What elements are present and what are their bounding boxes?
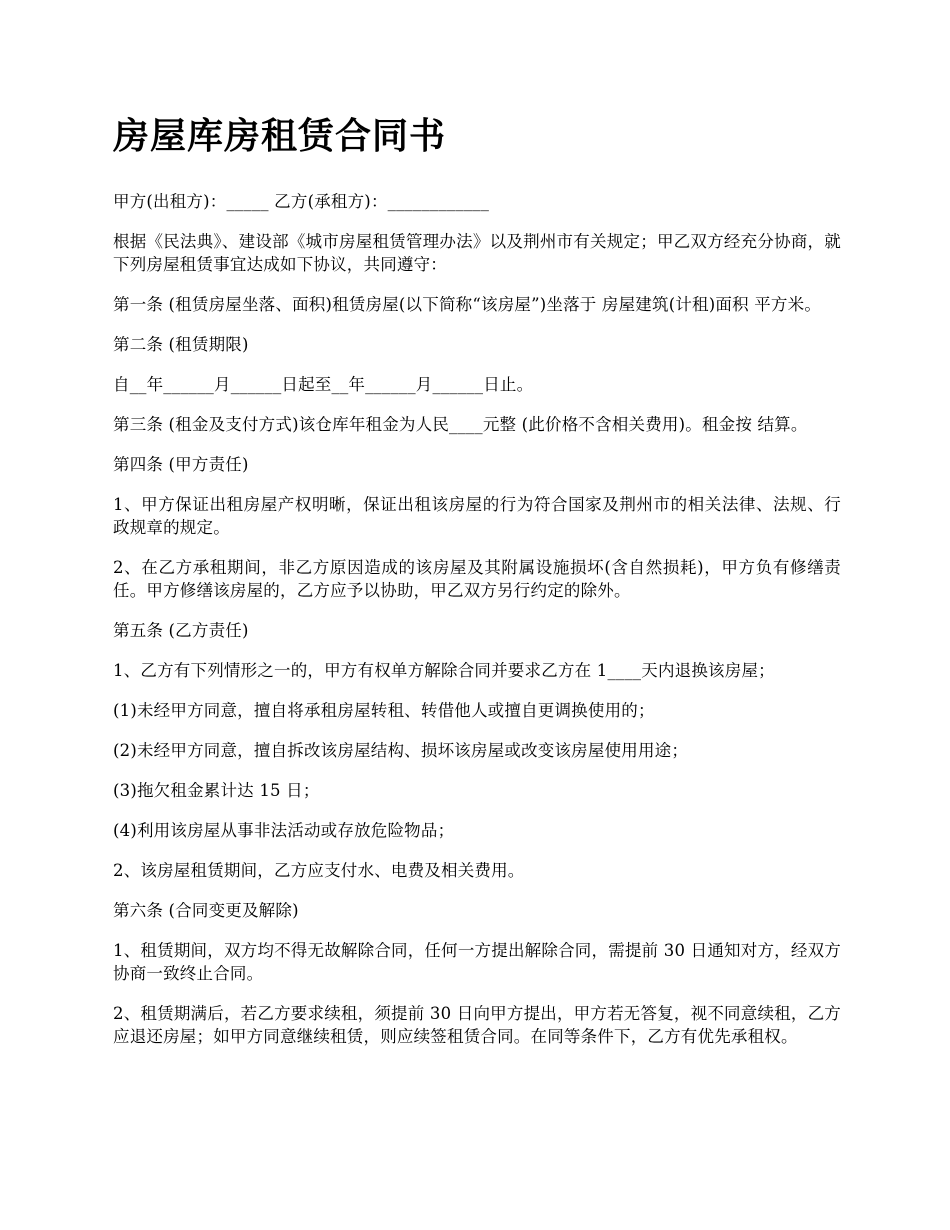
article-5-item-2: (2)未经甲方同意，擅自拆改该房屋结构、损坏该房屋或改变该房屋使用用途； [113, 741, 689, 760]
article-5-heading: 第五条 (乙方责任) [113, 621, 249, 640]
article-5-item-4: (4)利用该房屋从事非法活动或存放危险物品； [113, 821, 455, 840]
article-6-clause-2: 2、租赁期满后，若乙方要求续租，须提前 30 日向甲方提出，甲方若无答复，视不同意续租，乙方应退还房屋；如甲方同意继续租赁，则应续签租赁合同。在同等条件下，乙方有优先承租权。 [113, 1004, 841, 1046]
lease-period-line: 自__年______月______日起至__年______月______日止。 [113, 375, 534, 394]
document-title: 房屋库房租赁合同书 [113, 115, 447, 157]
article-1-location-area: 第一条 (租赁房屋坐落、面积)租赁房屋(以下简称“该房屋”)坐落于 房屋建筑(计租)面积 平方米。 [113, 295, 822, 314]
article-5-clause-2: 2、该房屋租赁期间，乙方应支付水、电费及相关费用。 [113, 861, 525, 880]
article-6-heading: 第六条 (合同变更及解除) [113, 901, 299, 920]
article-4-clause-1: 1、甲方保证出租房屋产权明晰，保证出租该房屋的行为符合国家及荆州市的相关法律、法规、行政规章的规定。 [113, 495, 841, 537]
article-5-item-1: (1)未经甲方同意，擅自将承租房屋转租、转借他人或擅自更调换使用的； [113, 701, 655, 720]
article-2-heading: 第二条 (租赁期限) [113, 335, 249, 354]
article-4-clause-2: 2、在乙方承租期间，非乙方原因造成的该房屋及其附属设施损坏(含自然损耗)，甲方负有修缮责任。甲方修缮该房屋的，乙方应予以协助，甲乙双方另行约定的除外。 [113, 558, 841, 600]
article-4-heading: 第四条 (甲方责任) [113, 455, 249, 474]
article-3-rent-payment: 第三条 (租金及支付方式)该仓库年租金为人民____元整 (此价格不含相关费用)。租金按 结算。 [113, 415, 808, 434]
document-body [113, 112, 841, 1065]
article-5-clause-1: 1、乙方有下列情形之一的，甲方有权单方解除合同并要求乙方在 1____天内退换该房屋； [113, 661, 775, 680]
parties-line: 甲方(出租方)：_____ 乙方(承租方)：____________ [113, 192, 490, 211]
preamble-paragraph: 根据《民法典》、建设部《城市房屋租赁管理办法》以及荆州市有关规定；甲乙双方经充分协商，就下列房屋租赁事宜达成如下协议，共同遵守： [113, 232, 841, 274]
article-6-clause-1: 1、租赁期间，双方均不得无故解除合同，任何一方提出解除合同，需提前 30 日通知对方，经双方协商一致终止合同。 [113, 941, 841, 983]
article-5-item-3: (3)拖欠租金累计达 15 日； [113, 781, 320, 800]
